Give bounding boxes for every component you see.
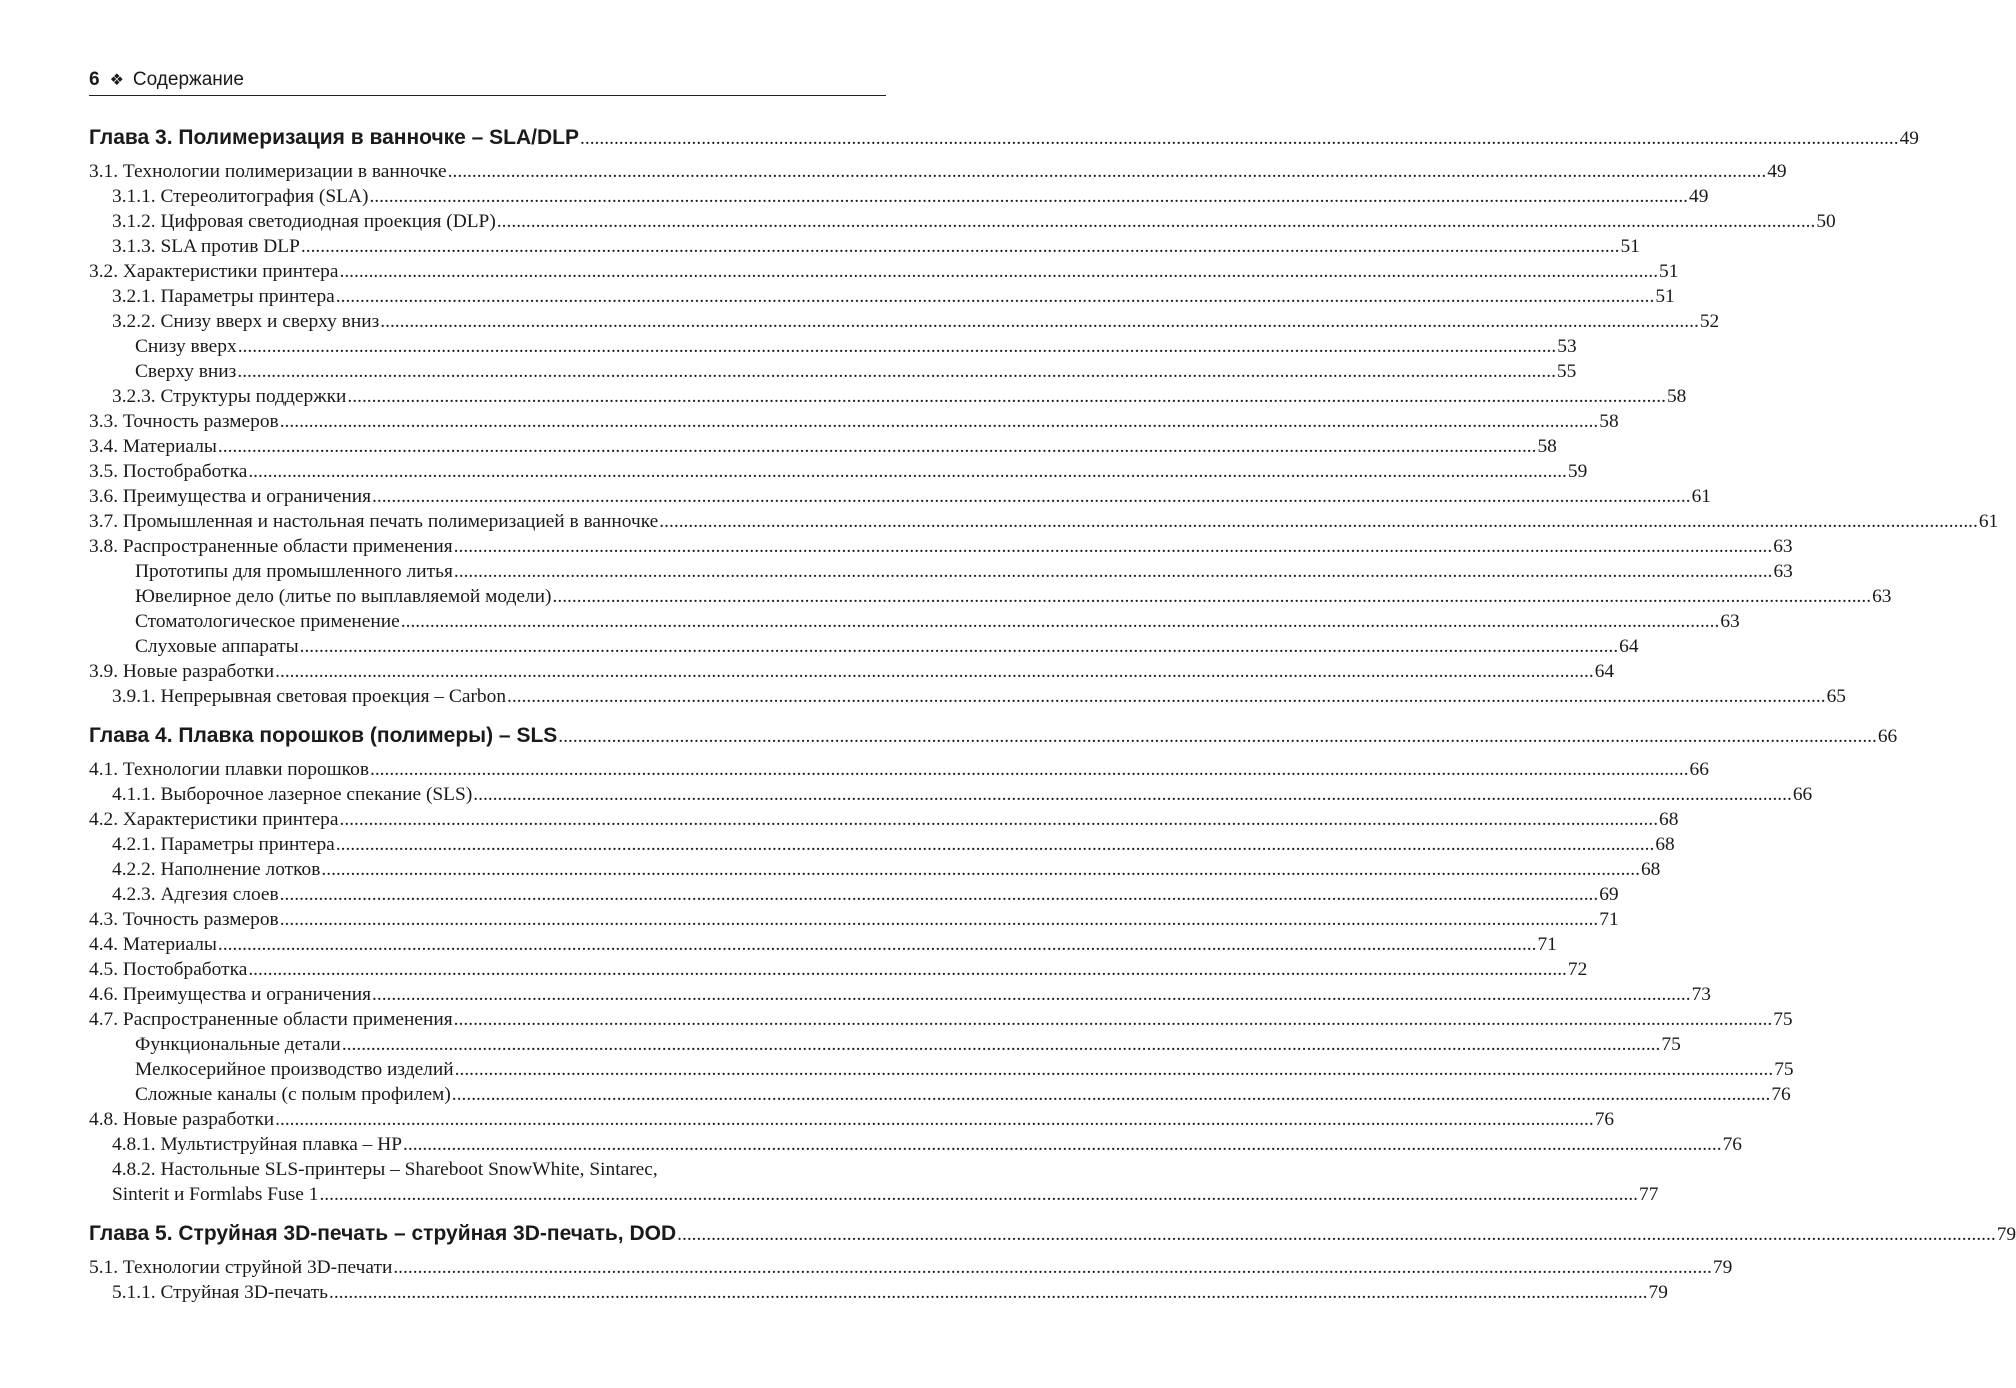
- toc-entry[interactable]: [89, 659, 1615, 684]
- toc-entry[interactable]: [89, 882, 1619, 907]
- toc-entry[interactable]: [89, 284, 1675, 309]
- toc-chapter-entry[interactable]: [89, 1219, 2016, 1249]
- toc-entry[interactable]: [89, 534, 1793, 559]
- toc-entry[interactable]: [89, 359, 1577, 384]
- dot-leader: [507, 684, 1826, 709]
- toc-entry[interactable]: [89, 832, 1675, 857]
- toc-page-number: 49: [1689, 186, 1709, 207]
- toc-page-number: 49: [1899, 128, 1919, 149]
- toc-entry[interactable]: [89, 807, 1679, 832]
- toc-page-number: 61: [1691, 486, 1711, 507]
- toc-entry-title: Стоматологическое применение: [135, 611, 400, 632]
- toc-page-number: 66: [1877, 726, 1898, 747]
- dot-leader: [301, 234, 1620, 259]
- toc-entry-title: 3.2.2. Снизу вверх и сверху вниз: [112, 311, 380, 332]
- toc-page-number: 69: [1599, 884, 1619, 905]
- toc-entry-title: 4.1. Технологии плавки порошков: [89, 759, 369, 780]
- toc-entry[interactable]: [89, 409, 1619, 434]
- toc-entry[interactable]: [89, 907, 1619, 932]
- toc-entry-title: 3.9. Новые разработки: [89, 661, 275, 682]
- toc-entry-title: 3.5. Постобработка: [89, 461, 248, 482]
- toc-page-number: 49: [1767, 161, 1787, 182]
- running-header: [89, 68, 886, 96]
- toc-page-number: 71: [1599, 909, 1619, 930]
- toc-entry-title: Глава 3. Полимеризация в ванночке – SLA/DLP: [89, 126, 580, 149]
- page-number: 6: [89, 69, 100, 90]
- dot-leader: [347, 384, 1666, 409]
- dot-leader: [580, 124, 1899, 154]
- dot-leader: [454, 534, 1773, 559]
- dot-leader: [380, 309, 1699, 334]
- toc-entry-title: Прототипы для промышленного литья: [135, 561, 453, 582]
- toc-entry-title: 5.1. Технологии струйной 3D-печати: [89, 1257, 393, 1278]
- toc-page-number: 77: [1639, 1184, 1659, 1205]
- toc-page-number: 53: [1557, 336, 1577, 357]
- toc-entry-title: 3.2.1. Параметры принтера: [112, 286, 335, 307]
- dot-leader: [218, 434, 1537, 459]
- dot-leader: [248, 957, 1567, 982]
- toc-page-number: 58: [1666, 386, 1687, 407]
- toc-page-number: 64: [1594, 661, 1615, 682]
- toc-page-number: 75: [1661, 1034, 1681, 1055]
- toc-entry-title: 3.6. Преимущества и ограничения: [89, 486, 371, 507]
- dot-leader: [403, 1132, 1722, 1157]
- toc-entry[interactable]: [89, 1057, 1794, 1082]
- toc-entry[interactable]: [89, 484, 1711, 509]
- dot-leader: [401, 609, 1720, 634]
- ornament-icon: ❖: [109, 70, 124, 89]
- toc-page-number: 79: [1996, 1224, 2016, 1245]
- toc-entry-title: 3.1. Технологии полимеризации в ванночке: [89, 161, 447, 182]
- toc-entry[interactable]: [89, 1032, 1681, 1057]
- dot-leader: [218, 932, 1537, 957]
- toc-entry[interactable]: [89, 434, 1557, 459]
- toc-entry[interactable]: [89, 1082, 1791, 1107]
- toc-entry-title: 3.4. Материалы: [89, 436, 217, 457]
- toc-page-number: 63: [1773, 561, 1793, 582]
- toc-entry-title: 4.4. Материалы: [89, 934, 217, 955]
- toc-entry-title: 3.2.3. Структуры поддержки: [112, 386, 347, 407]
- toc-entry-title: 3.3. Точность размеров: [89, 411, 279, 432]
- toc-page-number: 51: [1655, 286, 1675, 307]
- toc-entry[interactable]: [89, 509, 1999, 534]
- toc-page-number: 55: [1556, 361, 1577, 382]
- toc-page-number: 66: [1792, 784, 1813, 805]
- toc-entry-title: 3.2. Характеристики принтера: [89, 261, 339, 282]
- dot-leader: [553, 584, 1872, 609]
- toc-page-number: 61: [1978, 511, 1999, 532]
- dot-leader: [275, 659, 1594, 684]
- toc-entry[interactable]: [89, 957, 1588, 982]
- toc-entry-title: 3.1.1. Стереолитография (SLA): [112, 186, 369, 207]
- toc-page-number: 58: [1599, 411, 1619, 432]
- toc-page-number: 51: [1620, 236, 1640, 257]
- toc-entry-title: 3.7. Промышленная и настольная печать полимеризацией в ванночке: [89, 511, 659, 532]
- dot-leader: [280, 907, 1599, 932]
- dot-leader: [280, 409, 1599, 434]
- toc-entry[interactable]: [89, 209, 1836, 234]
- dot-leader: [370, 757, 1689, 782]
- toc-page-number: 79: [1648, 1282, 1668, 1303]
- running-title: Содержание: [132, 69, 244, 90]
- toc-entry-title: Ювелирное дело (литье по выплавляемой модели): [135, 586, 552, 607]
- toc-page-number: 72: [1567, 959, 1588, 980]
- toc-entry-title: Слуховые аппараты: [135, 636, 299, 657]
- toc-entry-title: Глава 5. Струйная 3D-печать – струйная 3D-печать, DOD: [89, 1222, 677, 1245]
- toc-entry[interactable]: [89, 1280, 1668, 1305]
- dot-leader: [329, 1280, 1648, 1305]
- toc-entry[interactable]: [89, 857, 1661, 882]
- toc-page-number: 73: [1691, 984, 1711, 1005]
- toc-page-number: 68: [1640, 859, 1661, 880]
- toc-entry[interactable]: [89, 1007, 1793, 1032]
- toc-page-number: 65: [1826, 686, 1846, 707]
- toc-entry[interactable]: [89, 259, 1679, 284]
- toc-entry-title: Сверху вниз: [135, 361, 237, 382]
- toc-entry-title: Сложные каналы (с полым профилем): [135, 1084, 451, 1105]
- toc-page-number: 63: [1872, 586, 1892, 607]
- toc-page-number: 64: [1619, 636, 1639, 657]
- dot-leader: [336, 832, 1655, 857]
- toc-entry-title: 3.9.1. Непрерывная световая проекция – Carbon: [112, 686, 507, 707]
- dot-leader: [558, 722, 1877, 752]
- toc-entry[interactable]: [89, 309, 1720, 334]
- toc-entry-title: Функциональные детали: [135, 1034, 341, 1055]
- toc-entry[interactable]: [89, 1132, 1742, 1157]
- dot-leader: [369, 184, 1688, 209]
- toc-entry[interactable]: [89, 459, 1588, 484]
- dot-leader: [280, 882, 1599, 907]
- toc-entry-title: 5.1.1. Струйная 3D-печать: [112, 1282, 328, 1303]
- toc-chapter-entry[interactable]: [89, 123, 1919, 153]
- toc-entry-title: 4.8.1. Мультиструйная плавка – HP: [112, 1134, 403, 1155]
- dot-leader: [448, 159, 1767, 184]
- dot-leader: [473, 782, 1792, 807]
- toc-page-number: 75: [1774, 1059, 1794, 1080]
- toc-entry-title: Sinterit и Formlabs Fuse 1: [112, 1184, 319, 1205]
- toc-entry-title: Глава 4. Плавка порошков (полимеры) – SLS: [89, 724, 558, 747]
- toc-entry-title: Снизу вверх: [135, 336, 237, 357]
- dot-leader: [319, 1182, 1638, 1207]
- dot-leader: [342, 1032, 1661, 1057]
- dot-leader: [454, 1007, 1773, 1032]
- toc-entry-title: 3.1.2. Цифровая светодиодная проекция (DLP): [112, 211, 496, 232]
- dot-leader: [677, 1220, 1996, 1250]
- toc-entry[interactable]: [89, 334, 1577, 359]
- toc-page-number: 76: [1771, 1084, 1791, 1105]
- toc-entry-title: Мелкосерийное производство изделий: [135, 1059, 454, 1080]
- toc-page-number: 58: [1537, 436, 1557, 457]
- dot-leader: [321, 857, 1640, 882]
- toc-page-number: 51: [1659, 261, 1679, 282]
- toc-page-number: 75: [1773, 1009, 1793, 1030]
- toc-entry-title: 4.8. Новые разработки: [89, 1109, 275, 1130]
- toc-entry[interactable]: [89, 932, 1557, 957]
- toc-entry-title: 4.6. Преимущества и ограничения: [89, 984, 371, 1005]
- dot-leader: [372, 982, 1691, 1007]
- table-of-contents: [89, 123, 2016, 1305]
- dot-leader: [455, 1057, 1774, 1082]
- toc-page-number: 66: [1689, 759, 1709, 780]
- dot-leader: [339, 807, 1658, 832]
- dot-leader: [300, 634, 1619, 659]
- dot-leader: [497, 209, 1816, 234]
- toc-page-number: 71: [1537, 934, 1557, 955]
- dot-leader: [237, 359, 1556, 384]
- toc-entry[interactable]: [89, 584, 1892, 609]
- toc-entry-line[interactable]: 4.8.2. Настольные SLS-принтеры – Shareboot SnowWhite, Sintarec,: [112, 1159, 658, 1180]
- dot-leader: [248, 459, 1567, 484]
- toc-entry[interactable]: [89, 1107, 1615, 1132]
- dot-leader: [659, 509, 1978, 534]
- dot-leader: [339, 259, 1658, 284]
- toc-page-number: 79: [1712, 1257, 1733, 1278]
- toc-page-number: 59: [1567, 461, 1588, 482]
- toc-entry-title: 4.3. Точность размеров: [89, 909, 279, 930]
- toc-page-number: 52: [1699, 311, 1720, 332]
- toc-entry-title: 4.5. Постобработка: [89, 959, 248, 980]
- toc-entry[interactable]: [89, 559, 1793, 584]
- toc-page-number: 76: [1594, 1109, 1615, 1130]
- toc-entry[interactable]: [89, 609, 1740, 634]
- toc-entry[interactable]: [89, 634, 1639, 659]
- toc-entry[interactable]: [89, 234, 1640, 259]
- dot-leader: [275, 1107, 1594, 1132]
- toc-entry-title: 4.2. Характеристики принтера: [89, 809, 339, 830]
- toc-entry[interactable]: [89, 1255, 1733, 1280]
- toc-entry[interactable]: [89, 982, 1711, 1007]
- toc-entry[interactable]: [89, 159, 1787, 184]
- toc-entry-title: 3.8. Распространенные области применения: [89, 536, 453, 557]
- dot-leader: [336, 284, 1655, 309]
- toc-entry[interactable]: [89, 782, 1813, 807]
- toc-entry-title: 4.2.1. Параметры принтера: [112, 834, 335, 855]
- toc-page-number: 68: [1655, 834, 1675, 855]
- toc-entry[interactable]: [89, 757, 1709, 782]
- toc-entry-title: 4.7. Распространенные области применения: [89, 1009, 453, 1030]
- toc-chapter-entry[interactable]: [89, 721, 1898, 751]
- toc-entry-title: 4.2.2. Наполнение лотков: [112, 859, 321, 880]
- toc-entry[interactable]: [89, 1182, 1659, 1207]
- toc-entry[interactable]: [89, 184, 1709, 209]
- dot-leader: [454, 559, 1773, 584]
- toc-entry[interactable]: [89, 684, 1846, 709]
- toc-entry-title: 3.1.3. SLA против DLP: [112, 236, 300, 257]
- toc-entry-title: 4.1.1. Выборочное лазерное спекание (SLS): [112, 784, 473, 805]
- toc-page-number: 76: [1722, 1134, 1742, 1155]
- dot-leader: [452, 1082, 1771, 1107]
- dot-leader: [372, 484, 1691, 509]
- toc-entry-title: 4.2.3. Адгезия слоев: [112, 884, 279, 905]
- toc-entry[interactable]: [89, 384, 1687, 409]
- toc-page-number: 68: [1659, 809, 1679, 830]
- toc-page-number: 50: [1816, 211, 1836, 232]
- toc-page-number: 63: [1720, 611, 1740, 632]
- toc-page-number: 63: [1773, 536, 1793, 557]
- dot-leader: [238, 334, 1557, 359]
- dot-leader: [393, 1255, 1712, 1280]
